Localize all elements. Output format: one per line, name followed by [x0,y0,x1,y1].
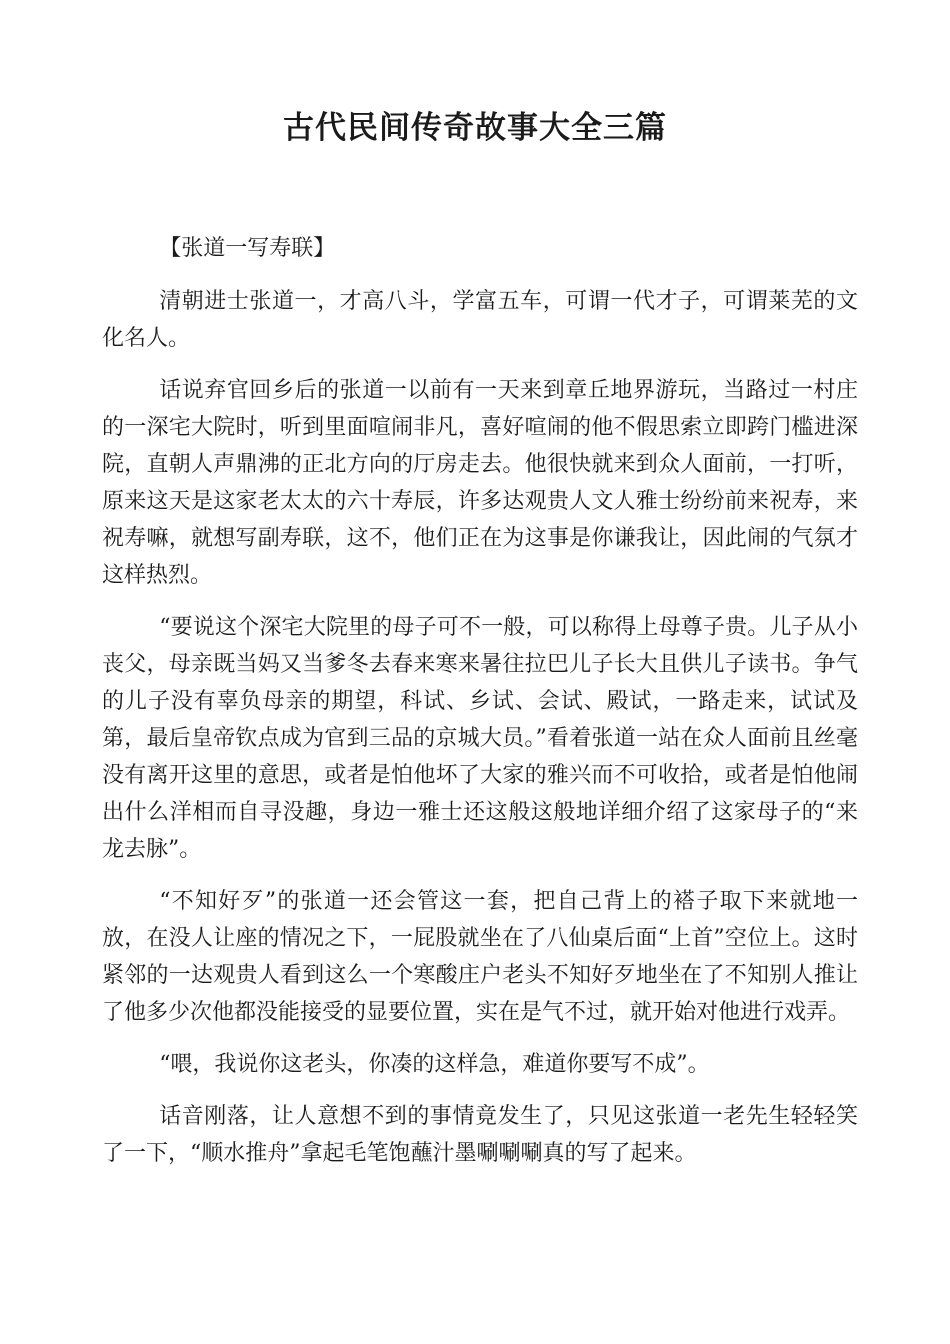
paragraph: 话音刚落，让人意想不到的事情竟发生了，只见这张道一老先生轻轻笑了一下，“顺水推舟”拿起毛笔饱蘸汁墨唰唰唰真的写了起来。 [102,1104,858,1166]
document-body [102,230,858,1187]
paragraph: 清朝进士张道一，才高八斗，学富五车，可谓一代才子，可谓莱芜的文化名人。 [102,289,858,351]
paragraph: “要说这个深宅大院里的母子可不一般，可以称得上母尊子贵。儿子从小丧父，母亲既当妈又当爹冬去春来寒来暑往拉巴儿子长大且供儿子读书。争气的儿子没有辜负母亲的期望，科试、乡试、会试、殿试，一路走来，试试及第，最后皇帝钦点成为官到三品的京城大员。”看着张道一站在众人面前且丝毫没有离开这里的意思，或者是怕他坏了大家的雅兴而不可收拾，或者是怕他闹出什么洋相而自寻没趣，身边一雅士还这般这般地详细介绍了这家母子的“来龙去脉”。 [102,615,858,862]
paragraph: “喂，我说你这老头，你凑的这样急，难道你要写不成”。 [159,1052,710,1077]
paragraph: “不知好歹”的张道一还会管这一套，把自己背上的褡子取下来就地一放，在没人让座的情况之下，一屁股就坐在了八仙桌后面“上首”空位上。这时紧邻的一达观贵人看到这么一个寒酸庄户老头不知好歹地坐在了不知别人推让了他多少次他都没能接受的显要位置，实在是气不过，就开始对他进行戏弄。 [102,889,858,1025]
section-heading: 【张道一写寿联】 [159,236,336,261]
paragraph: 话说弃官回乡后的张道一以前有一天来到章丘地界游玩，当路过一村庄的一深宅大院时，听到里面喧闹非凡，喜好喧闹的他不假思索立即跨门槛进深院，直朝人声鼎沸的正北方向的厅房走去。他很快就来到众人面前，一打听，原来这天是这家老太太的六十寿辰，许多达观贵人文人雅士纷纷前来祝寿，来祝寿嘛，就想写副寿联，这不，他们正在为这事是你谦我让，因此闹的气氛才这样热烈。 [102,378,858,588]
document-title: 古代民间传奇故事大全三篇 [283,110,667,146]
